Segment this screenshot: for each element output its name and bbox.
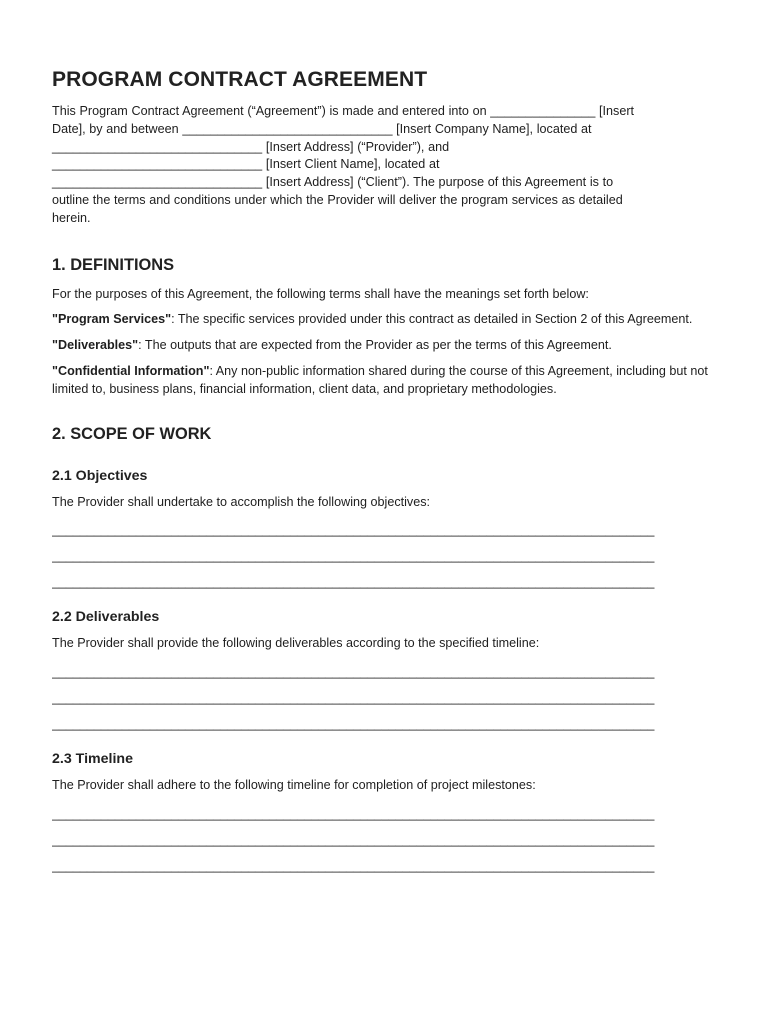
blank-fill-line: ______________________________________________________________________________________ (52, 575, 655, 590)
definition-program-services (52, 311, 720, 329)
objectives-heading: 2.1 Objectives (52, 467, 148, 484)
blank-fill-line: ______________________________________________________________________________________ (52, 832, 655, 847)
blank-fill-line: ______________________________________________________________________________________ (52, 717, 655, 732)
definition-text: : The outputs that are expected from the Provider as per the terms of this Agreement. (138, 338, 612, 353)
blank-fill-line: ______________________________________________________________________________________ (52, 858, 655, 873)
blank-fill-line: ______________________________________________________________________________________ (52, 523, 655, 538)
intro-line: ______________________________ [Insert Address] (“Client”). The purpose of this Agreement is to (52, 175, 614, 190)
intro-line: herein. (52, 210, 91, 225)
scope-of-work-heading: 2. SCOPE OF WORK (52, 424, 212, 443)
timeline-blank-lines (52, 807, 720, 873)
document-title: PROGRAM CONTRACT AGREEMENT (52, 68, 428, 91)
blank-fill-line: ______________________________________________________________________________________ (52, 806, 655, 821)
timeline-heading: 2.3 Timeline (52, 751, 133, 768)
objectives-text: The Provider shall undertake to accomplish the following objectives: (52, 494, 431, 509)
definition-confidential-information (52, 363, 720, 399)
blank-fill-line: ______________________________________________________________________________________ (52, 691, 655, 706)
deliverables-blank-lines (52, 665, 720, 731)
timeline-text: The Provider shall adhere to the following timeline for completion of project milestones: (52, 778, 536, 793)
definition-text: : The specific services provided under this contract as detailed in Section 2 of this Agreement. (171, 312, 693, 327)
deliverables-heading: 2.2 Deliverables (52, 609, 160, 626)
definition-term: "Deliverables" (52, 338, 139, 353)
objectives-blank-lines (52, 523, 720, 589)
definition-deliverables (52, 337, 720, 355)
intro-paragraph (52, 103, 720, 228)
intro-line: Date], by and between ______________________________ [Insert Company Name], located at (52, 121, 592, 136)
document-page (52, 68, 720, 873)
blank-fill-line: ______________________________________________________________________________________ (52, 665, 655, 680)
intro-line: ______________________________ [Insert Address] (“Provider”), and (52, 139, 450, 154)
deliverables-text: The Provider shall provide the following deliverables according to the specified timeline: (52, 636, 540, 651)
blank-fill-line: ______________________________________________________________________________________ (52, 549, 655, 564)
definitions-heading: 1. DEFINITIONS (52, 255, 175, 274)
intro-line: ______________________________ [Insert Client Name], located at (52, 157, 440, 172)
definition-text: : Any non-public information shared during the course of this Agreement, including but not limited to, business plans, financial information, client data, and proprietary methodologies. (52, 363, 708, 396)
definitions-intro: For the purposes of this Agreement, the following terms shall have the meanings set forth below: (52, 286, 589, 301)
intro-line: This Program Contract Agreement (“Agreement”) is made and entered into on _______________ [Insert (52, 104, 635, 118)
intro-line: outline the terms and conditions under which the Provider will deliver the program services as detailed (52, 192, 623, 207)
definition-term: "Program Services" (52, 312, 172, 327)
definition-term: "Confidential Information" (52, 363, 210, 378)
